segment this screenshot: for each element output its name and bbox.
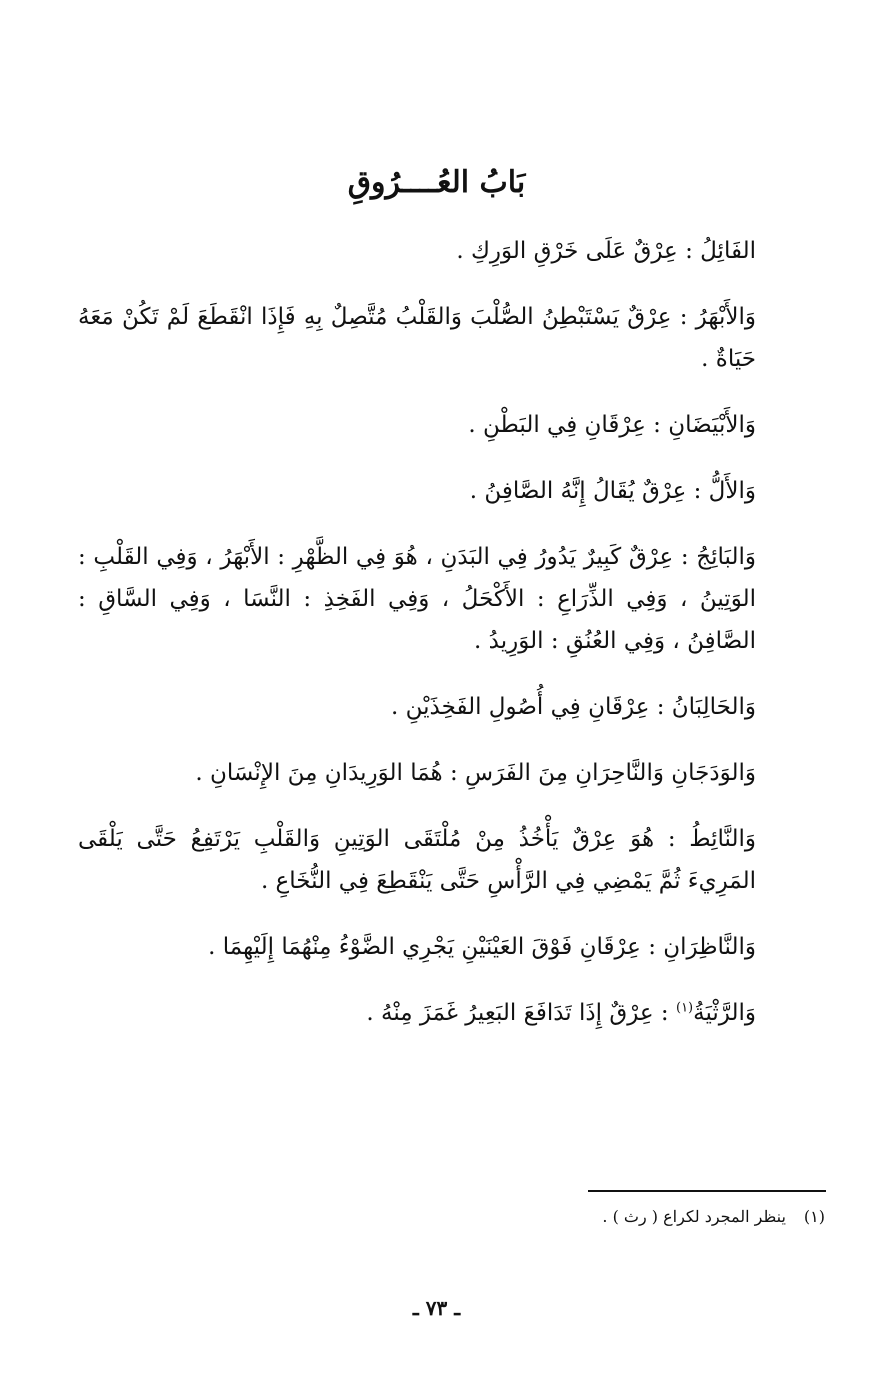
entry-alabhar: وَالأَبْهَرُ : عِرْقٌ يَسْتَبْطِنُ الصُّلْبَ وَالقَلْبُ مُتَّصِلٌ بِهِ فَإِذَا انْقَطَعَ لَمْ تَكُنْ مَعَهُ حَيَاةٌ . [78, 304, 756, 372]
footnote-reference: (١) [675, 1000, 694, 1016]
entry-alabyadan: وَالأَبْيَضَانِ : عِرْقَانِ فِي البَطْنِ . [468, 412, 756, 438]
entry-alhaliban: وَالحَالِبَانُ : عِرْقَانِ فِي أُصُولِ الفَخِذَيْنِ . [391, 694, 756, 720]
entry-alrathya [78, 992, 756, 1034]
entry-body: : عِرْقٌ إِذَا تَدَافَعَ البَعِيرُ غَمَزَ مِنْهُ . [366, 1000, 676, 1026]
entry-albaij: وَالبَائِجُ : عِرْقٌ كَبِيرٌ يَدُورُ فِي البَدَنِ ، هُوَ فِي الظَّهْرِ : الأَبْهَرُ ، وَفِي القَلْبِ : الوَتِينُ ، وَفِي الذِّرَاعِ : الأَكْحَلُ ، وَفِي الفَخِذِ : النَّسَا ، وَفِي السَّاقِ : الصَّافِنُ ، وَفِي العُنُقِ : الوَرِيدُ . [78, 544, 756, 654]
entry-alwadajan: وَالوَدَجَانِ وَالنَّاحِرَانِ مِنَ الفَرَسِ : هُمَا الوَرِيدَانِ مِنَ الإِنْسَانِ . [195, 760, 756, 786]
entry-alnait: وَالنَّائِطُ : هُوَ عِرْقٌ يَأْخُذُ مِنْ مُلْتَقَى الوَتِينِ وَالقَلْبِ يَرْتَفِعُ حَتَّى يَلْقَى المَرِيءَ ثُمَّ يَمْضِي فِي الرَّأْسِ حَتَّى يَنْقَطِعَ فِي النُّخَاعِ . [78, 826, 756, 894]
entry-alnaziran: وَالنَّاظِرَانِ : عِرْقَانِ فَوْقَ العَيْنَيْنِ يَجْرِي الضَّوْءُ مِنْهُمَا إِلَيْهِمَا . [208, 934, 756, 960]
entry-head: وَالرَّثْيَةُ [693, 1000, 756, 1026]
entry-alall: وَالأَلُّ : عِرْقٌ يُقَالُ إِنَّهُ الصَّافِنُ . [469, 478, 756, 504]
entry-alfail: الفَائِلُ : عِرْقٌ عَلَى خَرْقِ الوَرِكِ . [456, 238, 756, 264]
footnote [380, 1203, 825, 1231]
footnote-text: ينظر المجرد لكراع ( رث ) . [602, 1207, 786, 1226]
footnote-divider [588, 1190, 826, 1192]
footnote-marker: (١) [803, 1207, 825, 1226]
page-number: ـ ٧٣ ـ [412, 1296, 461, 1320]
entries-list [78, 230, 756, 1058]
chapter-title: بَابُ العُــــرُوقِ [347, 165, 526, 200]
